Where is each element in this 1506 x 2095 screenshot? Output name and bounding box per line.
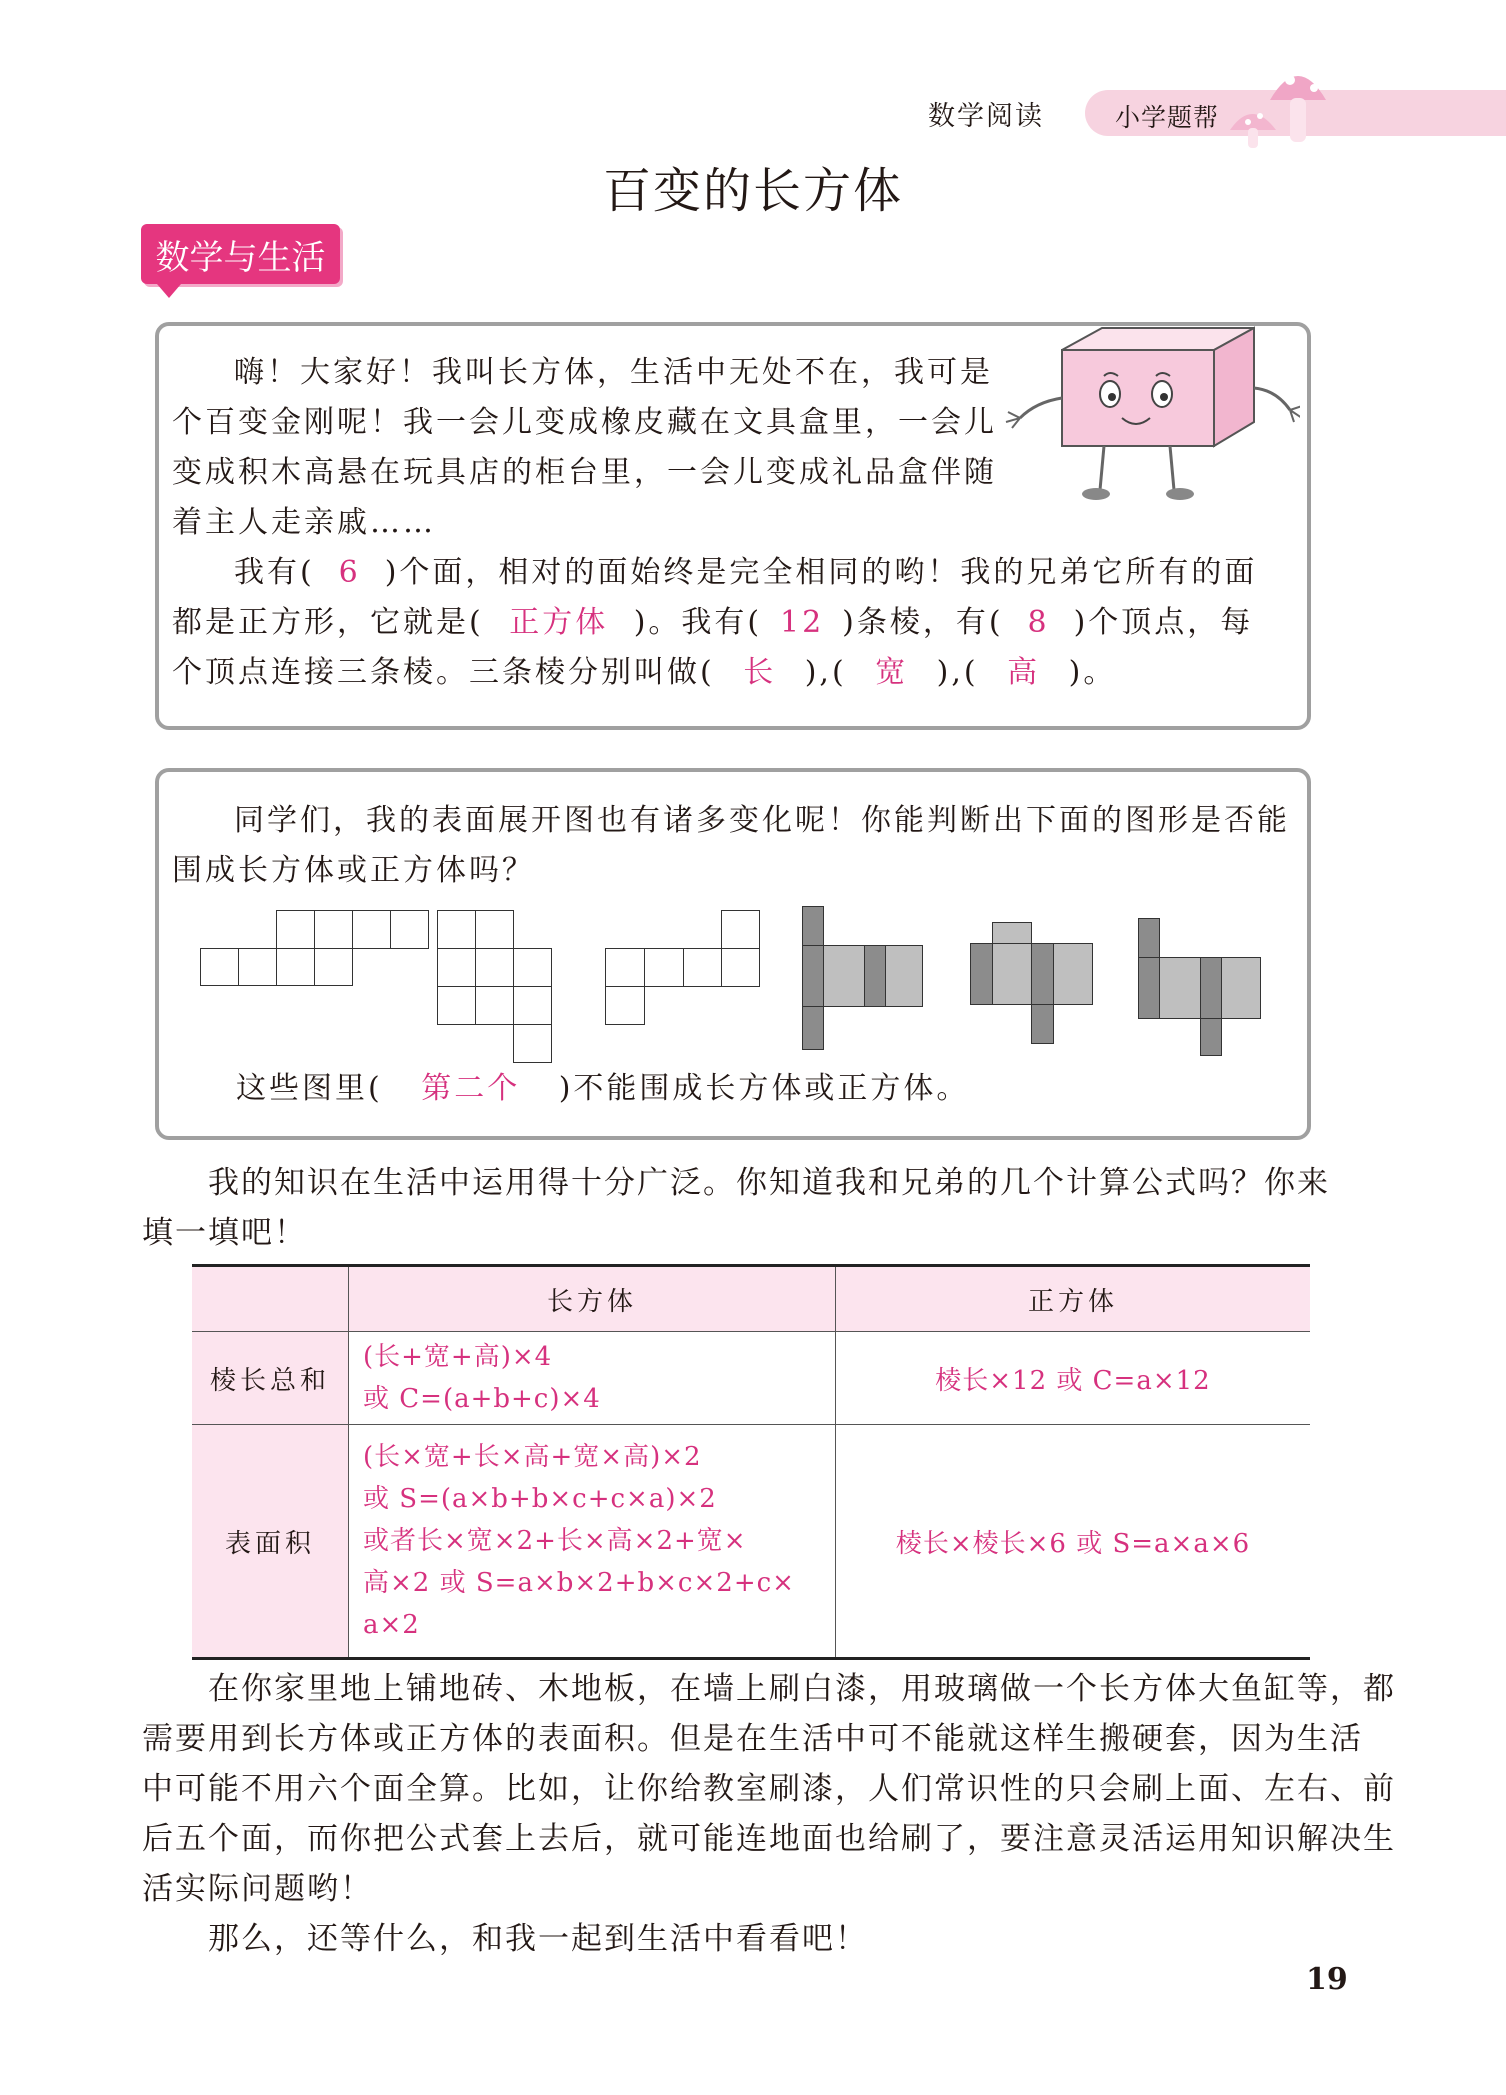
q2-text-a: 都是正方形，它就是( bbox=[172, 605, 484, 640]
cube-surface-area-formula: 棱长×棱长×6 或 S=a×a×6 bbox=[836, 1425, 1311, 1659]
cuboid-area-line-2: 或 S=(a×b+b×c+c×a)×2 bbox=[363, 1484, 717, 1514]
outro-line-4: 后五个面，而你把公式套上去后，就可能连地面也给刷了，要注意灵活运用知识解决生 bbox=[142, 1821, 1396, 1857]
cuboid-area-line-1: (长×宽+长×高+宽×高)×2 bbox=[363, 1442, 702, 1472]
answer-width: 宽 bbox=[875, 655, 909, 690]
table-row-surface-area bbox=[192, 1425, 1310, 1659]
row-head-surface-area: 表面积 bbox=[192, 1425, 349, 1659]
cuboid-area-line-5: a×2 bbox=[363, 1610, 420, 1640]
q3-text-b: ),( bbox=[804, 655, 847, 690]
q2-text-c: )条棱，有( bbox=[842, 605, 1004, 640]
q2-text-b: )。我有( bbox=[633, 605, 763, 640]
cuboid-edge-sum-formula bbox=[349, 1332, 836, 1425]
net-answer-value: 第二个 bbox=[421, 1071, 521, 1106]
header-left-label: 数学阅读 bbox=[928, 101, 1044, 132]
answer-height: 高 bbox=[1007, 655, 1041, 690]
answer-length: 长 bbox=[743, 655, 777, 690]
answer-faces: 6 bbox=[338, 555, 361, 590]
cuboid-character-illustration bbox=[1000, 318, 1300, 518]
q3-text-c: ),( bbox=[936, 655, 979, 690]
question-line-3 bbox=[172, 648, 1116, 698]
q1-text-b: )个面，相对的面始终是完全相同的哟！我的兄弟它所有的面 bbox=[384, 555, 1258, 590]
net-question-line-1: 同学们，我的表面展开图也有诸多变化呢！你能判断出下面的图形是否能 bbox=[234, 803, 1290, 838]
net-answer-line bbox=[236, 1064, 969, 1114]
header-right-label: 小学题帮 bbox=[1115, 103, 1220, 132]
outro-line-1: 在你家里地上铺地砖、木地板，在墙上刷白漆，用玻璃做一个长方体大鱼缸等，都 bbox=[208, 1671, 1396, 1707]
q3-text-d: )。 bbox=[1068, 655, 1117, 690]
answer-brother: 正方体 bbox=[509, 605, 609, 640]
table-header-empty bbox=[192, 1266, 349, 1332]
question-line-2 bbox=[172, 598, 1253, 648]
cuboid-edge-sum-line-1: (长+宽+高)×4 bbox=[363, 1342, 553, 1372]
outro-line-5: 活实际问题哟！ bbox=[142, 1871, 373, 1907]
intro-line-1: 嗨！大家好！我叫长方体，生活中无处不在，我可是 bbox=[234, 355, 993, 390]
formula-intro-line-2: 填一填吧！ bbox=[142, 1215, 307, 1251]
answer-vertices: 8 bbox=[1027, 605, 1050, 640]
intro-line-3: 变成积木高悬在玩具店的柜台里，一会儿变成礼品盒伴随 bbox=[172, 455, 997, 490]
outro-line-3: 中可能不用六个面全算。比如，让你给教室刷漆，人们常识性的只会刷上面、左右、前 bbox=[142, 1771, 1396, 1807]
cuboid-area-line-4: 高×2 或 S=a×b×2+b×c×2+c× bbox=[363, 1568, 795, 1598]
intro-line-2: 个百变金刚呢！我一会儿变成橡皮藏在文具盒里，一会儿 bbox=[172, 405, 997, 440]
q2-text-d: )个顶点，每 bbox=[1073, 605, 1254, 640]
page-title: 百变的长方体 bbox=[602, 163, 903, 219]
intro-line-4: 着主人走亲戚…… bbox=[172, 505, 436, 540]
q1-text-a: 我有( bbox=[234, 555, 315, 590]
row-head-edge-sum: 棱长总和 bbox=[192, 1332, 349, 1425]
page-number: 19 bbox=[1306, 1962, 1348, 1997]
section-tag-pointer bbox=[157, 284, 181, 298]
formula-intro-line-1: 我的知识在生活中运用得十分广泛。你知道我和兄弟的几个计算公式吗？你来 bbox=[208, 1165, 1330, 1201]
section-tag: 数学与生活 bbox=[141, 224, 340, 284]
net-question-line-2: 围成长方体或正方体吗？ bbox=[172, 853, 535, 888]
table-header-cube: 正方体 bbox=[836, 1266, 1311, 1332]
outro-line-2: 需要用到长方体或正方体的表面积。但是在生活中可不能就这样生搬硬套，因为生活 bbox=[142, 1721, 1363, 1757]
question-line-1 bbox=[234, 548, 1257, 598]
table-header-cuboid: 长方体 bbox=[349, 1266, 836, 1332]
formula-table bbox=[192, 1264, 1310, 1660]
net-answer-text-a: 这些图里( bbox=[236, 1071, 383, 1106]
cuboid-surface-area-formula bbox=[349, 1425, 836, 1659]
mushroom-icon bbox=[1230, 52, 1350, 152]
q3-text-a: 个顶点连接三条棱。三条棱分别叫做( bbox=[172, 655, 715, 690]
table-header-row bbox=[192, 1266, 1310, 1332]
cuboid-area-line-3: 或者长×宽×2+长×高×2+宽× bbox=[363, 1526, 747, 1556]
cube-edge-sum-formula: 棱长×12 或 C=a×12 bbox=[836, 1332, 1311, 1425]
outro-line-6: 那么，还等什么，和我一起到生活中看看吧！ bbox=[208, 1921, 868, 1957]
cuboid-edge-sum-line-2: 或 C=(a+b+c)×4 bbox=[363, 1384, 601, 1414]
answer-edges: 12 bbox=[780, 605, 825, 640]
table-row-edge-sum bbox=[192, 1332, 1310, 1425]
net-answer-text-b: )不能围成长方体或正方体。 bbox=[558, 1071, 970, 1106]
